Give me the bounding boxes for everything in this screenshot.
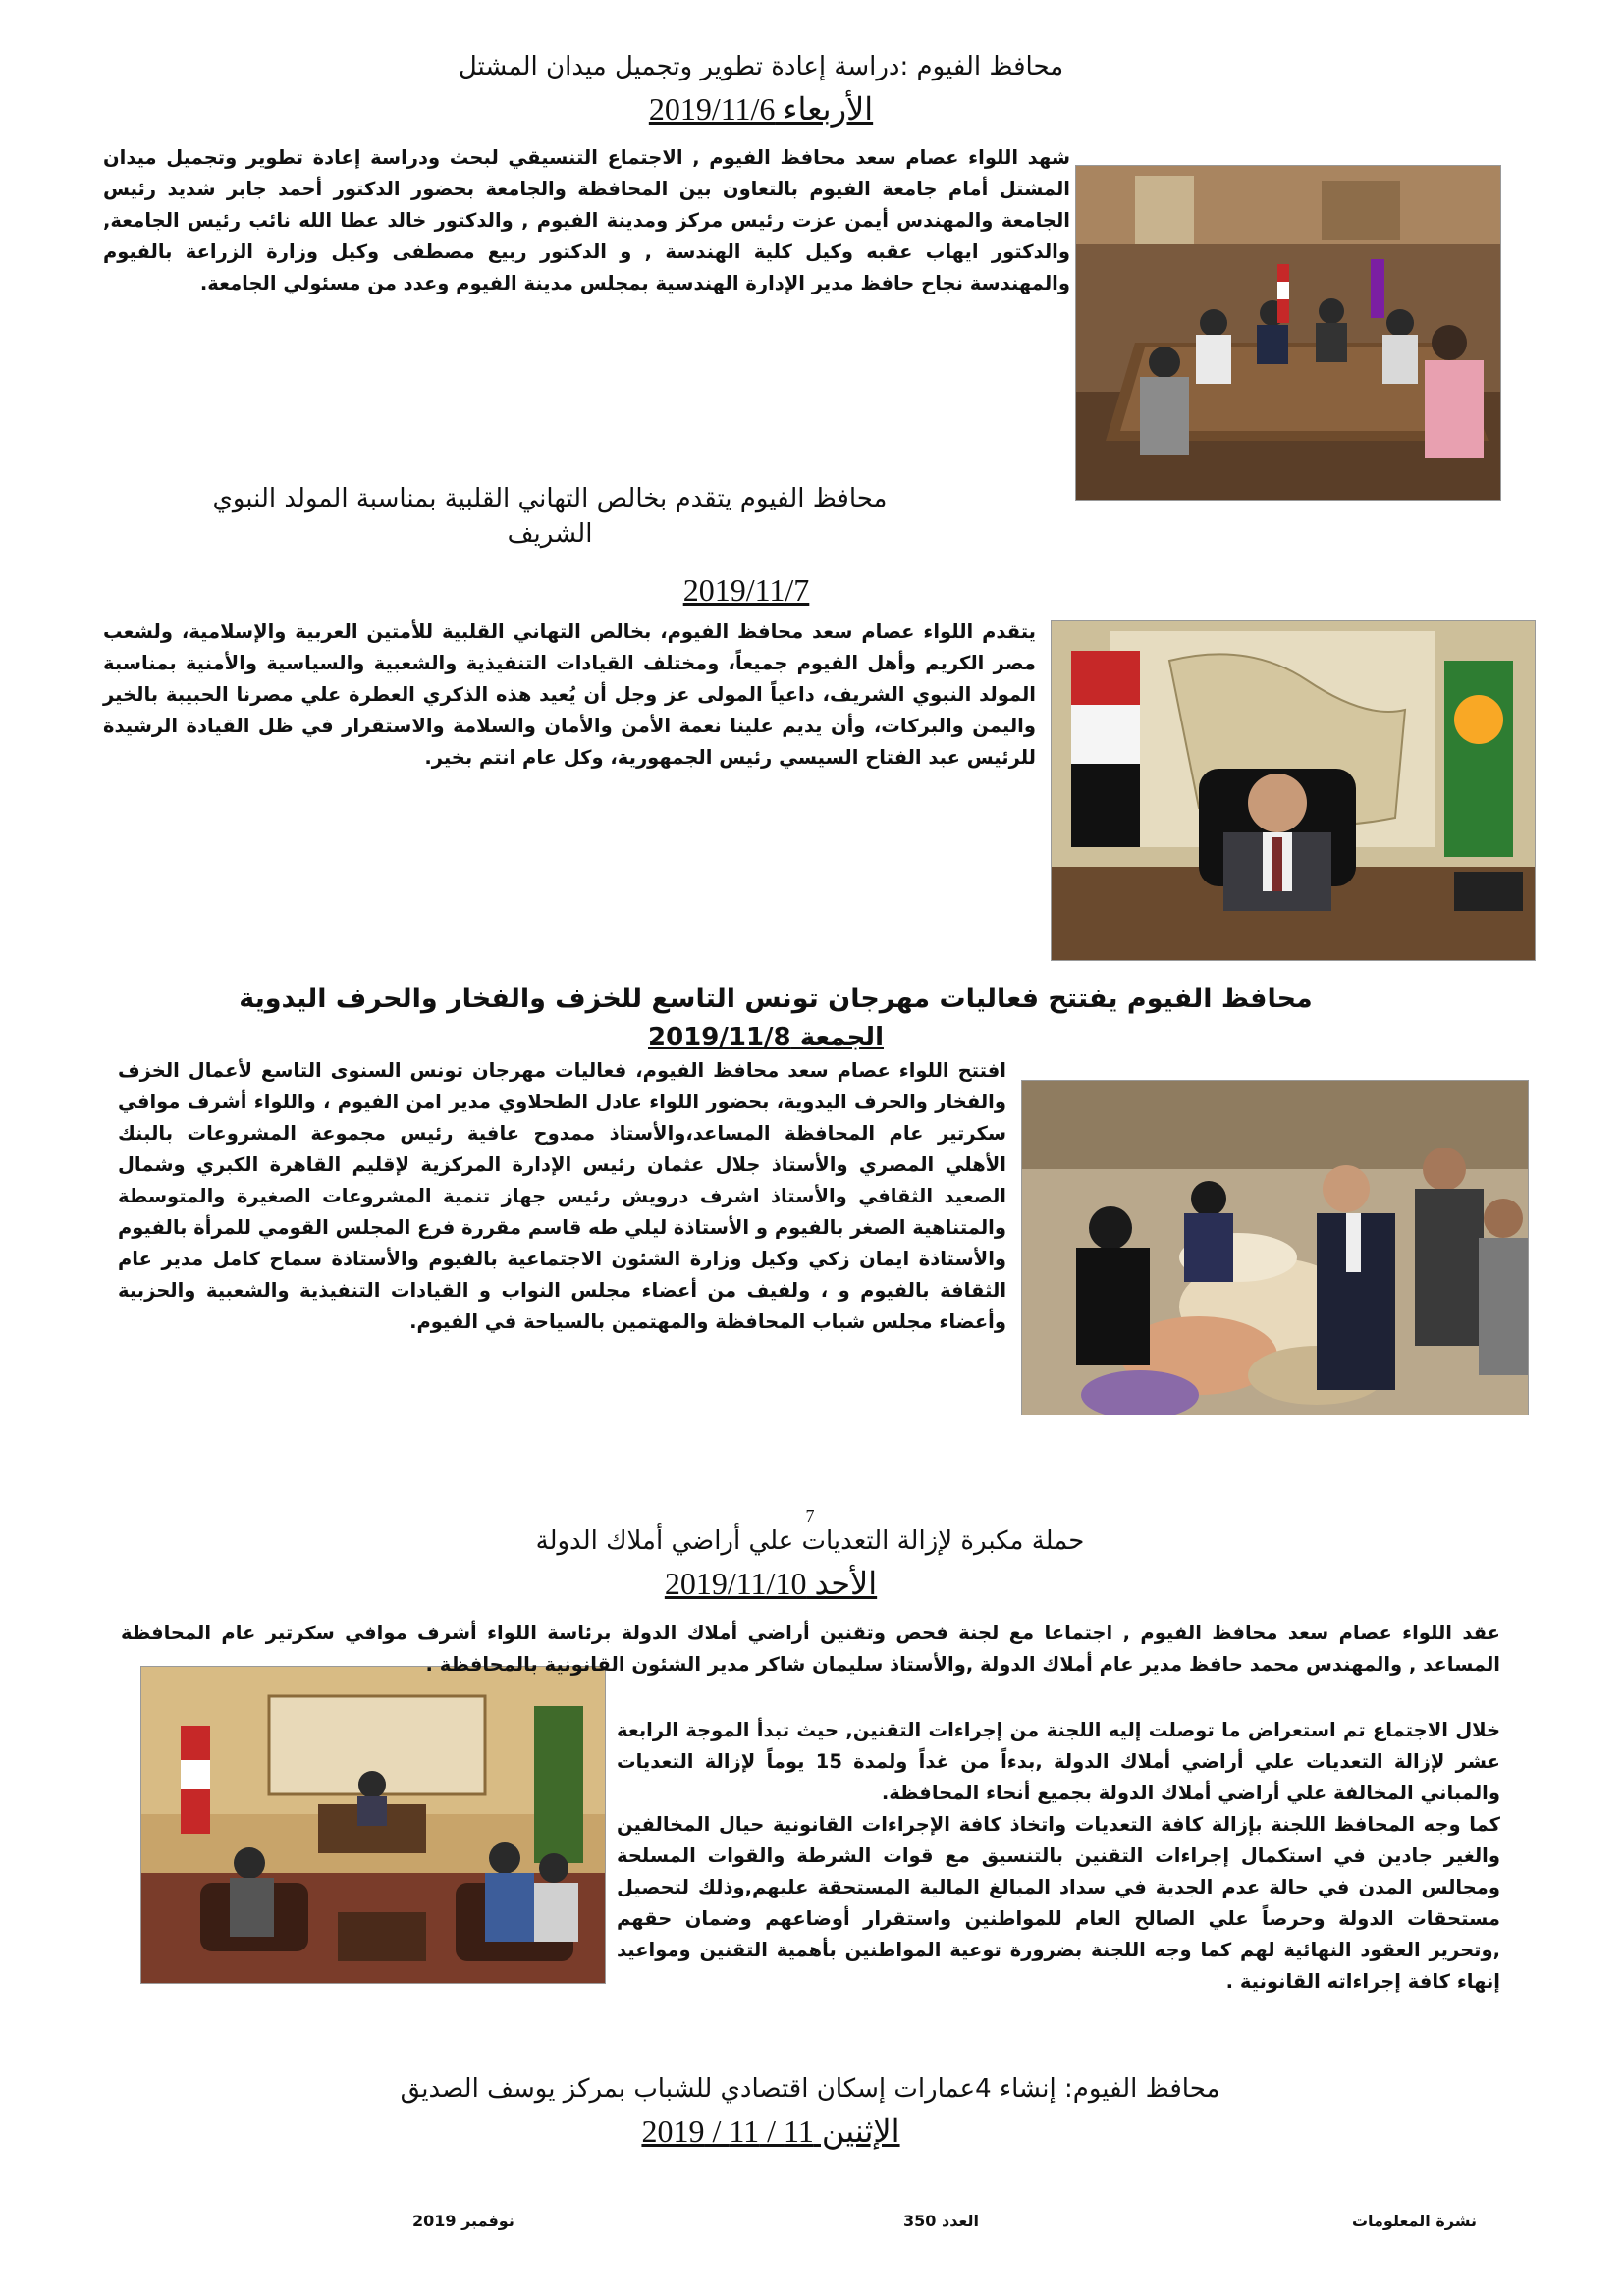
meeting-photo-1 [1075,165,1501,501]
governor-office-photo [1051,620,1536,961]
article1-body: شهد اللواء عصام سعد محافظ الفيوم , الاجتماع التنسيقي لبحث ودراسة إعادة تطوير وتجميل ميدان المشتل أمام جامعة الفيوم بالتعاون بين المحافظة والجامعة بحضور الدكتور أحمد جابر شديد رئيس الجامعة والمهندس أيمن عزت رئيس مركز ومدينة الفيوم , والدكتور خالد عطا الله نائب رئيس الجامعة, والدكتور ايهاب عقبه وكيل كلية الهندسة , و الدكتور ربيع مصطفى وكيل وزارة الزراعة بالفيوم والمهندسة نجاح حافظ مدير الإدارة الهندسية بمجلس مدينة الفيوم وعدد من مسئولي الجامعة. [103,146,1070,294]
footer-publication: نشرة المعلومات [1351,2212,1477,2230]
page-number-marker: 7 [805,1506,815,1525]
article3-title: محافظ الفيوم يفتتح فعاليات مهرجان تونس التاسع للخزف والفخار والحرف اليدوية [239,984,1313,1014]
article2-date: 2019/11/7 [682,572,810,608]
article4-paragraph-2: خلال الاجتماع تم استعراض ما توصلت إليه اللجنة من إجراءات التقنين, حيث تبدأ الموجة الرابعة عشر لإزالة التعديات علي أراضي أملاك الدولة ,بدءاً من غداً ولمدة 15 يوماً لإزالة التعديات والمباني المخالفة علي أراضي أملاك الدولة بجميع أنحاء المحافظة. [617,1719,1500,1804]
article4-body-extra [617,1715,1500,1998]
committee-meeting-photo [140,1666,606,1984]
pottery-festival-photo [1021,1080,1529,1415]
article4-date: الأحد 2019/11/10 [664,1566,878,1601]
article2-title: محافظ الفيوم يتقدم بخالص التهاني القلبية بمناسبة المولد النبوي الشريف [212,484,888,549]
article4-paragraph-3: كما وجه المحافظ اللجنة بإزالة كافة التعديات واتخاذ كافة الإجراءات القانونية حيال المخالفين والغير جادين في استكمال إجراءات التقنين بالتنسيق مع قوات الشرطة والقوات المسلحة ومجالس المدن في حالة عدم الجدية في سداد المبالغ المالية المستحقة عليهم,وذلك لتحصيل مستحقات الدولة وحرصاً علي الصالح العام للمواطنين واستقرار أوضاعهم وضمان حقهم ,وتحرير العقود النهائية لهم كما وجه اللجنة بضرورة توعية المواطنين بأهمية التقنين ومواعيد إنهاء كافة إجراءاته القانونية . [617,1813,1500,1993]
article1-date: الأربعاء 2019/11/6 [648,91,874,127]
article2-body: يتقدم اللواء عصام سعد محافظ الفيوم، بخالص التهاني القلبية للأمتين العربية والإسلامية، ولشعب مصر الكريم وأهل الفيوم جميعاً، ومختلف القيادات التنفيذية والشعبية والسياسية والأمنية بمناسبة المولد النبوي الشريف، داعياً المولى عز وجل أن يُعيد هذه الذكري العطرة علي مصرنا الحبيبة بالخير واليمن والبركات، وأن يديم علينا نعمة الأمن والأمان والسلامة والاستقرار في ظل القيادة الرشيدة للرئيس عبد الفتاح السيسي رئيس الجمهورية، وكل عام انتم بخير. [103,620,1036,769]
article3-date: الجمعة 2019/11/8 [648,1023,884,1052]
article4-lead: عقد اللواء عصام سعد محافظ الفيوم , اجتماعا مع لجنة فحص وتقنين أراضي أملاك الدولة برئاسة اللواء أشرف موافي سكرتير عام المحافظة المساعد , والمهندس محمد حافظ مدير عام أملاك الدولة ,والأستاذ سليمان شاكر مدير الشئون القانونية بالمحافظة . [121,1622,1500,1676]
article4-title: حملة مكبرة لإزالة التعديات علي أراضي أملاك الدولة [535,1526,1085,1556]
footer-issue: العدد 350 [903,2212,979,2230]
article1-title: محافظ الفيوم :دراسة إعادة تطوير وتجميل ميدان المشتل [458,52,1064,81]
footer-month: نوفمبر 2019 [412,2212,514,2230]
article5-title: محافظ الفيوم: إنشاء 4عمارات إسكان اقتصادي للشباب بمركز يوسف الصديق [400,2074,1220,2104]
article3-body: افتتح اللواء عصام سعد محافظ الفيوم، فعاليات مهرجان تونس السنوى التاسع لأعمال الخزف والفخار والحرف اليدوية، بحضور اللواء عادل الطحلاوي مدير امن الفيوم ، واللواء أشرف موافي سكرتير عام المحافظة المساعد،والأستاذ ممدوح عافية رئيس مجموعة المشروعات بالبنك الأهلي المصري والأستاذ جلال عثمان رئيس الإدارة المركزية لإقليم القاهرة الكبري وشمال الصعيد الثقافي والأستاذ اشرف درويش رئيس جهاز تنمية المشروعات الصغيرة والمتوسطة والمتناهية الصغر بالفيوم و الأستاذة ليلي طه قاسم مقررة فرع المجلس القومي للمرأة بالفيوم والأستاذة ايمان زكي وكيل وزارة الشئون الاجتماعية بالفيوم والأستاذة سماح كامل مدير عام الثقافة بالفيوم و ، ولفيف من أعضاء مجلس النواب و القيادات التنفيذية والشعبية والحزبية وأعضاء مجلس شباب المحافظة والمهتمين بالسياحة في الفيوم. [118,1059,1006,1333]
article5-date: الإثنين 11 / 11 / 2019 [641,2113,900,2149]
